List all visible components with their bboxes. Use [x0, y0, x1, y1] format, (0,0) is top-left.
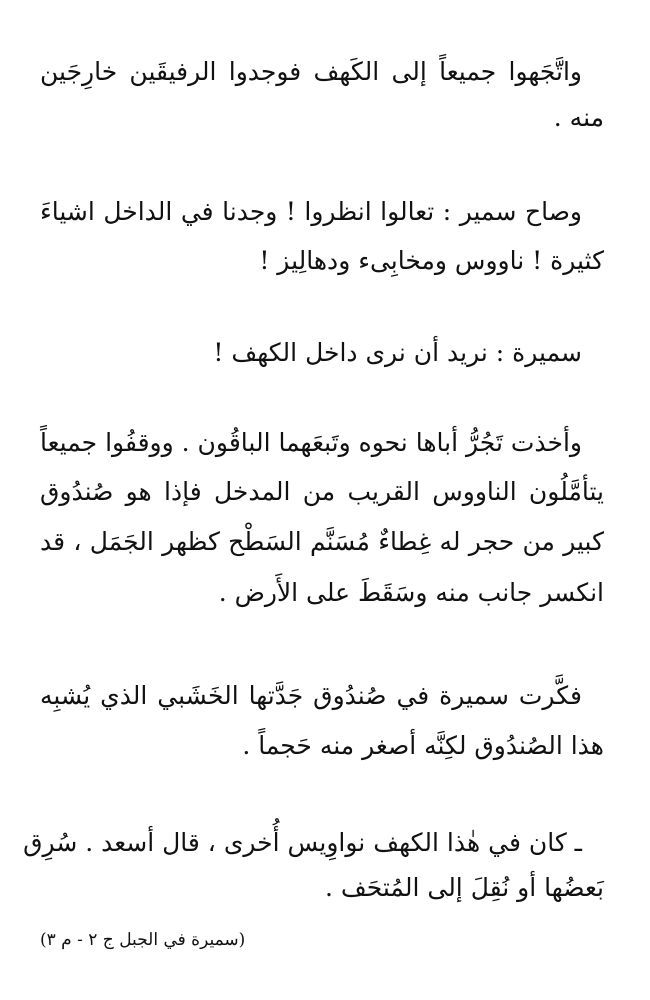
paragraph-4-line-4: انكسر جانب منه وسَقَطَ على الأَرض .	[218, 578, 604, 607]
paragraph-5-line-1: فكَّرت سميرة في صُندُوق جَدَّتها الخَشَبي الذي يُشبِه	[40, 681, 582, 710]
paragraph-4-line-2: يتأمَّلُون الناووس القريب من المدخل فإذا هو صُندُوق	[40, 477, 604, 506]
paragraph-3-line-1: سميرة : نريد أن نرى داخل الكهف !	[213, 338, 582, 367]
paragraph-5-line-2: هذا الصُندُوق لكِنَّه أصغر منه حَجماً .	[242, 731, 604, 760]
paragraph-1-line-1: واتَّجَهوا جميعاً إلى الكَهف فوجدوا الرفيقَين خارِجَين	[40, 57, 582, 86]
paragraph-2-line-1: وصاح سمير : تعالوا انظروا ! وجدنا في الداخل اشياءَ	[40, 197, 582, 226]
paragraph-4-line-1: وأخذت تَجُرُّ أباها نحوه وتَبعَهما الباقُون . ووقفُوا جميعاً	[40, 428, 582, 457]
page-footer: (سميرة في الجبل ج ٢ - م ٣)	[40, 930, 246, 950]
paragraph-6-line-1: ـ كان في هٰذا الكهف نواوِيس أُخرى ، قال أسعد . سُرِق	[23, 828, 582, 857]
paragraph-1-line-2: منه .	[553, 103, 604, 132]
paragraph-2-line-2: كثيرة ! ناووس ومخابِىء ودهالِيز !	[259, 246, 604, 275]
paragraph-6-line-2: بَعضُها أو نُقِلَ إلى المُتحَف .	[324, 873, 604, 902]
paragraph-4-line-3: كبير من حجر له غِطاءٌ مُسَنَّم السَطْح كظهر الجَمَل ، قد	[40, 527, 604, 556]
